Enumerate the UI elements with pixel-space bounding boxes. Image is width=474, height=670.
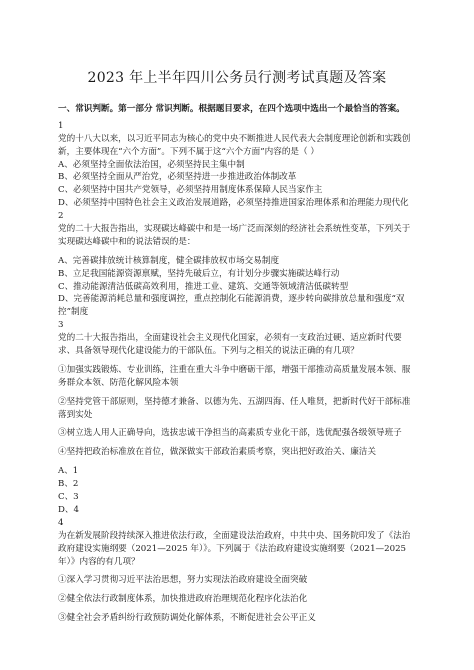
question-stem: 党的二十大报告指出，全面建设社会主义现代化国家，必须有一支政治过硬、适应新时代要求、具备领导现代化建设能力的干部队伍。下列与之相关的说法正确的有几项？: [58, 333, 402, 357]
question-stem: 为在新发展阶段持续深入推进依法行政，全面建设法治政府，中共中央、国务院印发了《法治政府建设实施纲要（2021—2025 年）》。下列属于《法治政府建设实施纲要（2021—2025 年）》内容的有几项？: [58, 530, 411, 567]
answer-option: A、必须坚持全面依法治国，必须坚持民主集中制: [58, 159, 245, 170]
question-stem: 党的十八大以来，以习近平同志为核心的党中央不断推进人民代表大会制度理论创新和实践创新，主要体现在“六个方面”。下列不属于这“六个方面”内容的是（ ）: [58, 133, 411, 157]
section-instruction: 根据题目要求，在四个选项中选出一个最恰当的答案。: [198, 104, 405, 114]
question-number: 1: [58, 120, 64, 131]
statement-item: ①加强实践锻炼、专业训练，注重在重大斗争中磨砺干部，增强干部推动高质量发展本领、服务群众本领、防范化解风险本领: [58, 364, 411, 388]
section-header: [58, 103, 416, 116]
answer-option: C、推动能源清洁低碳高效利用，推进工业、建筑、交通等领域清洁低碳转型: [58, 281, 349, 292]
answer-option: B、必须坚持全面从严治党，必须坚持进一步推进政治体制改革: [58, 172, 297, 183]
question-number: 4: [58, 517, 64, 528]
question-number: 2: [58, 211, 64, 222]
answer-option: D、完善能源消耗总量和强度调控，重点控制化石能源消费，逐步转向碳排放总量和强度“双控”制度: [58, 294, 405, 318]
question-stem: 党的二十大报告指出，实现碳达峰碳中和是一场广泛而深刻的经济社会系统性变革，下列关于实现碳达峰碳中和的说法错误的是：: [58, 224, 411, 247]
statement-item: ③健全社会矛盾纠纷行政预防调处化解体系，不断促进社会公平正义: [58, 613, 316, 624]
statement-item: ②健全依法行政制度体系，加快推进政府治理规范化程序化法治化: [58, 594, 308, 605]
question-number: 3: [58, 320, 64, 331]
statement-item: ④坚持把政治标准放在首位，做深做实干部政治素质考察，突出把好政治关、廉洁关: [58, 447, 376, 458]
answer-option: C、3: [58, 492, 79, 503]
statement-item: ③树立选人用人正确导向，选拔忠诚干净担当的高素质专业化干部，选优配强各级领导班子: [58, 428, 402, 439]
answer-option: C、必须坚持中国共产党领导，必须坚持用制度体系保障人民当家作主: [58, 185, 323, 196]
answer-option: B、2: [58, 479, 79, 490]
answer-option: A、1: [58, 466, 79, 477]
answer-option: D、必须坚持中国特色社会主义政治发展道路，必须坚持推进国家治理体系和治理能力现代化: [58, 198, 409, 209]
section-label: 一、常识判断。第一部分 常识判断。: [58, 104, 199, 114]
document-title: 2023 年上半年四川公务员行测考试真题及答案: [87, 70, 387, 86]
statement-item: ①深入学习贯彻习近平法治思想，努力实现法治政府建设全面突破: [58, 575, 308, 586]
statement-item: ②坚持党管干部原则，坚持德才兼备、以德为先、五湖四海、任人唯贤，把新时代好干部标准落到实处: [58, 396, 411, 420]
answer-option: A、完善碳排放统计核算制度，健全碳排放权市场交易制度: [58, 255, 280, 266]
answer-option: B、立足我国能源资源禀赋，坚持先破后立，有计划分步骤实施碳达峰行动: [58, 268, 340, 279]
answer-option: D、4: [58, 504, 79, 515]
